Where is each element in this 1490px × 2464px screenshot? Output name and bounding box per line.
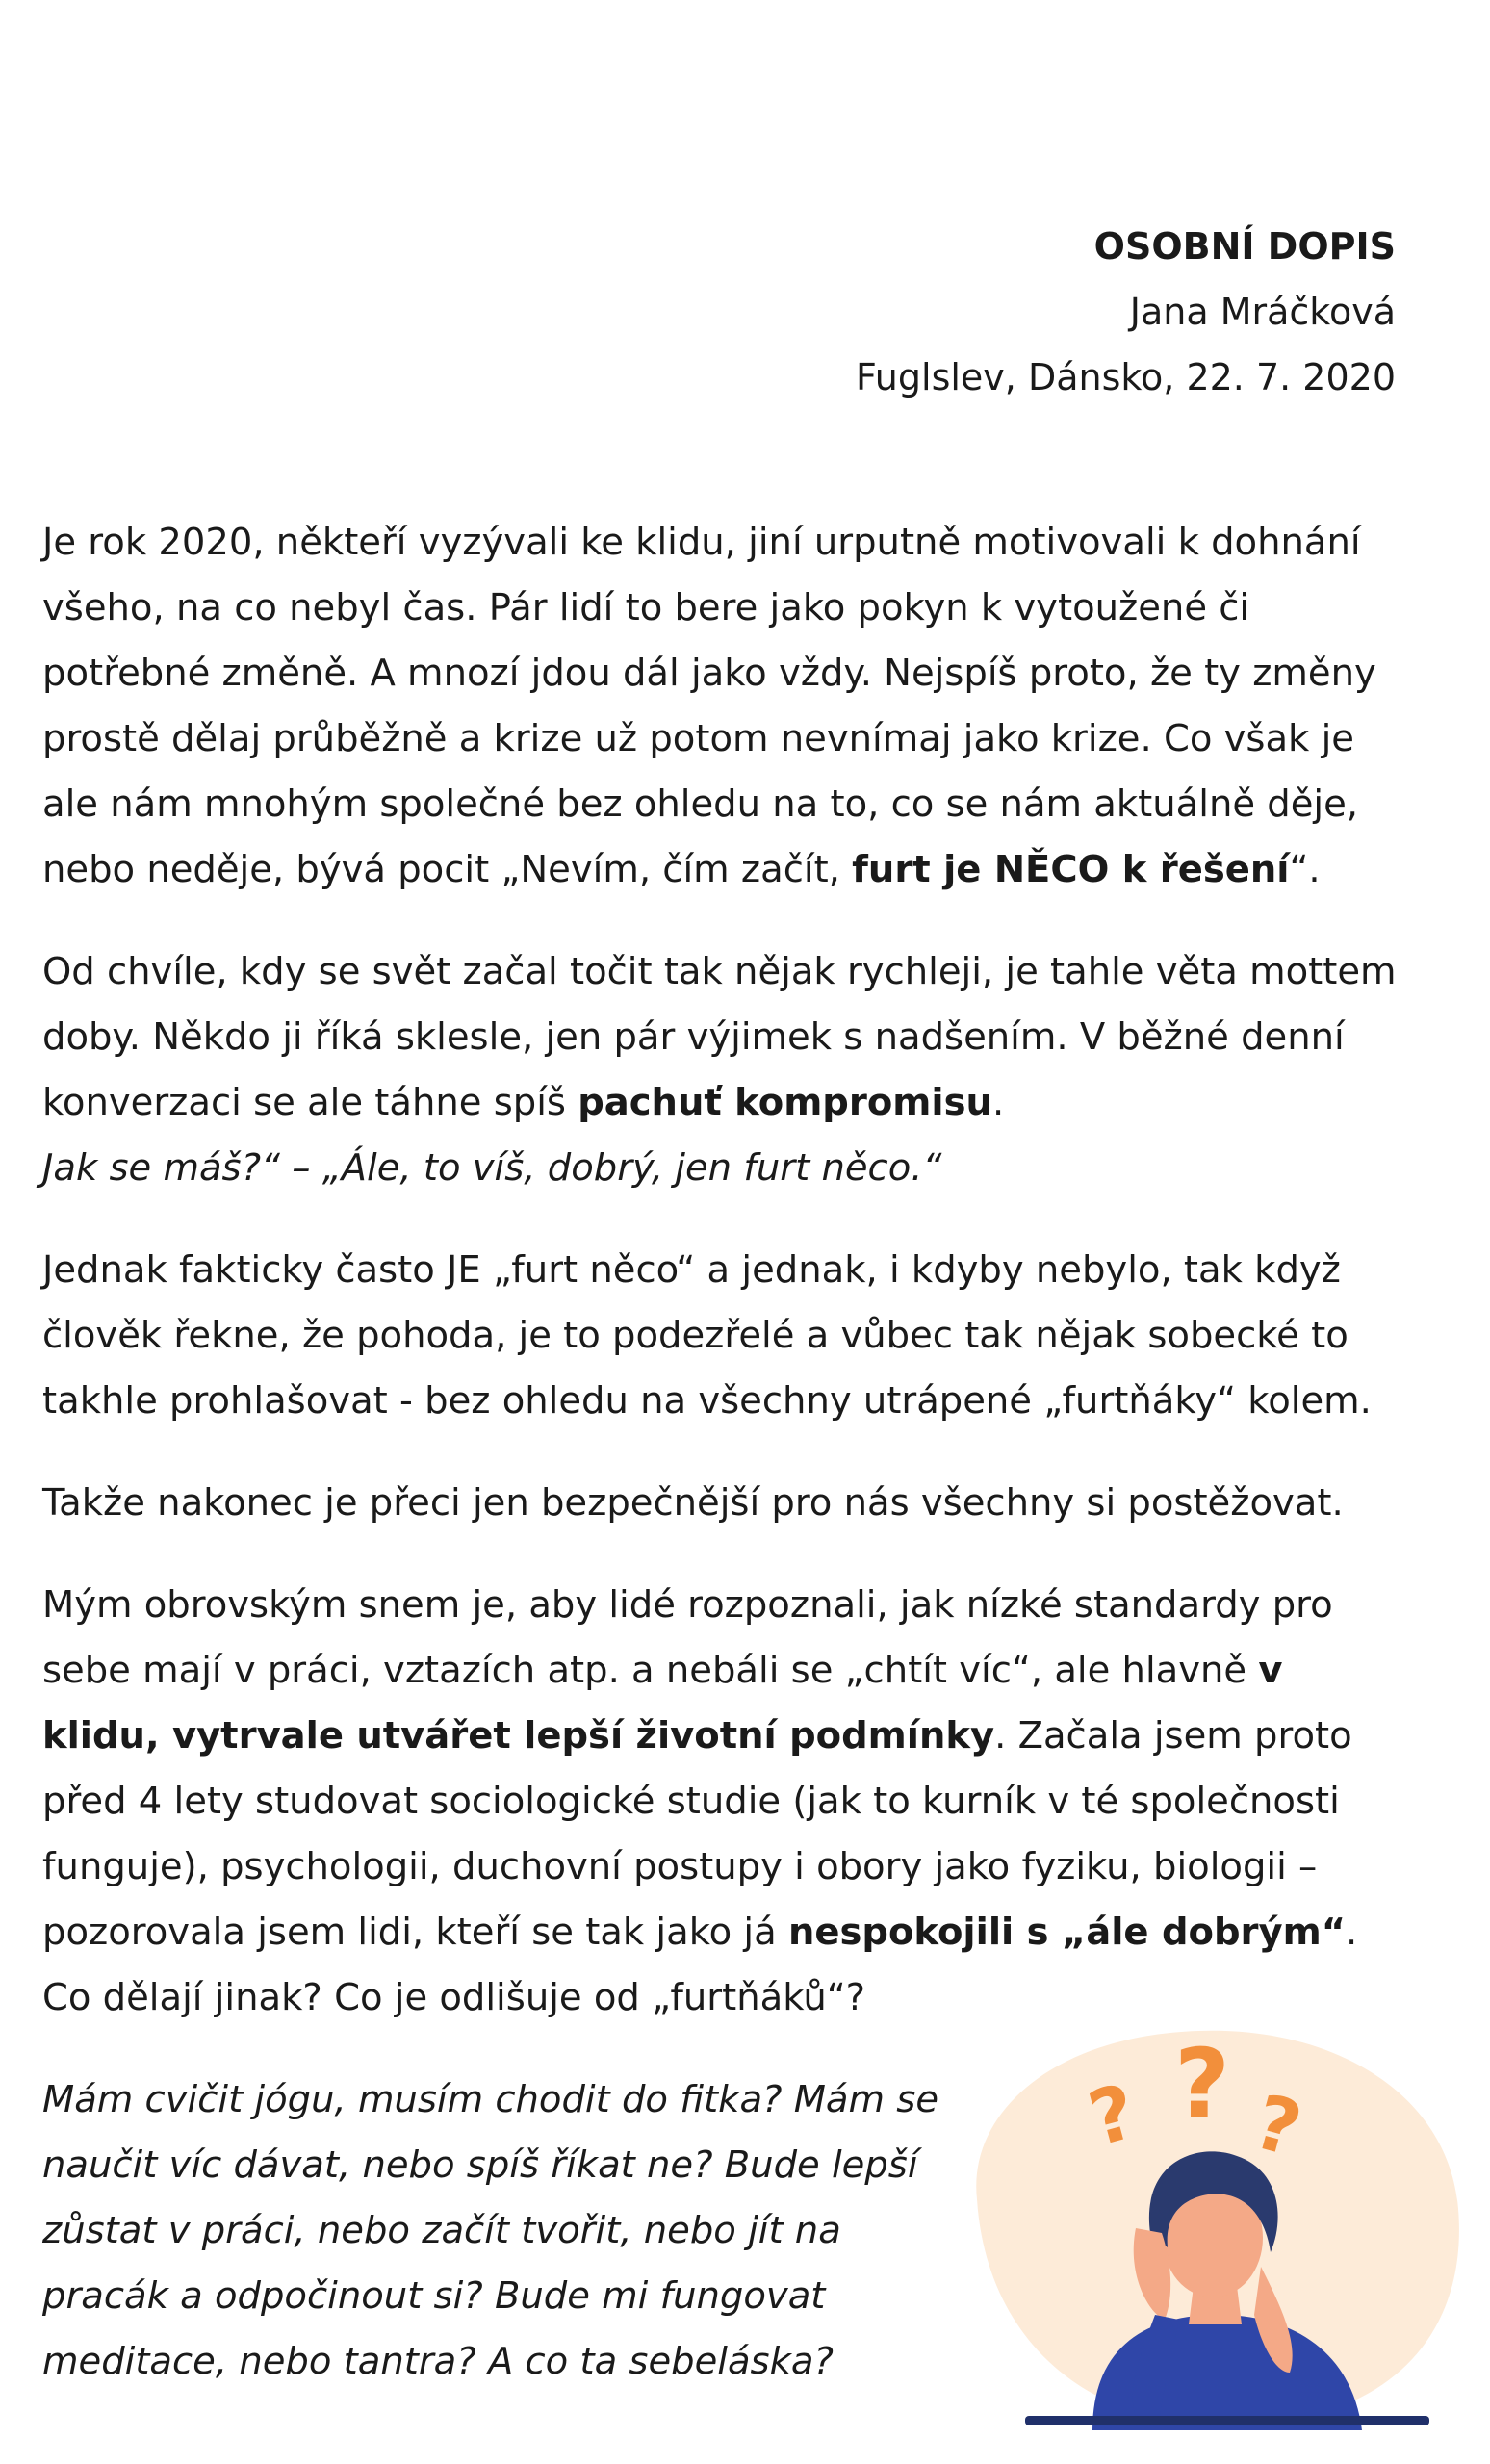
paragraph-3: Jednak fakticky často JE „furt něco“ a jednak, i kdyby nebylo, tak když člověk řekne, že pohoda, je to podezřelé a vůbec tak nějak sobecké to takhle prohlašovat - bez ohledu na všechny utrápené „furtňáky“ kolem. xyxy=(42,1248,1372,1423)
confused-woman-icon xyxy=(948,2026,1468,2430)
p2-italic-line: Jak se máš?“ – „Ále, to víš, dobrý, jen furt něco.“ xyxy=(42,1146,942,1190)
table-line xyxy=(1025,2416,1429,2426)
p1-bold: furt je NĚCO k řešení xyxy=(852,848,1290,891)
svg-text:?: ? xyxy=(1245,2079,1310,2174)
p5-bold-b: nespokojili s „ále dobrým“ xyxy=(787,1911,1347,1954)
p2-text-a: Od chvíle, kdy se svět začal točit tak nějak rychleji, je tahle věta mottem doby. Někdo ji říká sklesle, jen pár výjimek s nadšením. V běžné denní konverzaci se ale táhne spíš xyxy=(42,950,1397,1124)
paragraph-4: Takže nakonec je přeci jen bezpečnější pro nás všechny si postěžovat. xyxy=(42,1481,1344,1525)
p5-text-b: . Začala jsem proto před 4 lety studovat sociologické studie (jak to kurník v té společnosti funguje), psychologii, duchovní postupy i obory jako fyziku, biologii – pozorovala jsem lidi, kteří se tak jako já xyxy=(42,1714,1352,1954)
paragraph-6: Mám cvičit jógu, musím chodit do fitka? Mám se naučit víc dávat, nebo spíš říkat ne? Bude lepší zůstat v práci, nebo začít tvořit, nebo jít na pracák a odpočinout si? Bude mi fungovat meditace, nebo tantra? A co ta sebeláska? xyxy=(42,2078,939,2383)
svg-text:?: ? xyxy=(1174,2028,1231,2141)
paragraph-5 xyxy=(42,1573,1409,2031)
letter-header xyxy=(856,214,1396,410)
p5-bold-a: v klidu, vytrvale utvářet lepší životní podmínky xyxy=(42,1649,1283,1758)
paragraph-1 xyxy=(42,510,1409,903)
p5-text-a: Mým obrovským snem je, aby lidé rozpoznali, jak nízké standardy pro sebe mají v práci, vztazích atp. a nebáli se „chtít víc“, ale hlavně xyxy=(42,1583,1333,1692)
paragraph-2 xyxy=(42,939,1409,1201)
p1-text-b: “. xyxy=(1289,848,1321,891)
letter-place-date: Fuglslev, Dánsko, 22. 7. 2020 xyxy=(856,356,1396,398)
svg-text:?: ? xyxy=(1080,2068,1145,2164)
p1-text-a: Je rok 2020, někteří vyzývali ke klidu, jiní urputně motivovali k dohnání všeho, na co nebyl čas. Pár lidí to bere jako pokyn k vytoužené či potřebné změně. A mnozí jdou dál jako vždy. Nejspíš proto, že ty změny prostě dělaj průběžně a krize už potom nevnímaj jako krize. Co však je ale nám mnohým společné bez ohledu na to, co se nám aktuálně děje, nebo neděje, bývá pocit „Nevím, čím začít, xyxy=(42,521,1376,891)
letter-title: OSOBNÍ DOPIS xyxy=(1093,225,1396,268)
p2-text-b: . xyxy=(991,1081,1005,1124)
letter-author: Jana Mráčková xyxy=(1129,291,1396,333)
p2-bold: pachuť kompromisu xyxy=(578,1081,992,1124)
p5-text-c: . Co dělají jinak? Co je odlišuje od „furtňáků“? xyxy=(42,1911,1358,2019)
